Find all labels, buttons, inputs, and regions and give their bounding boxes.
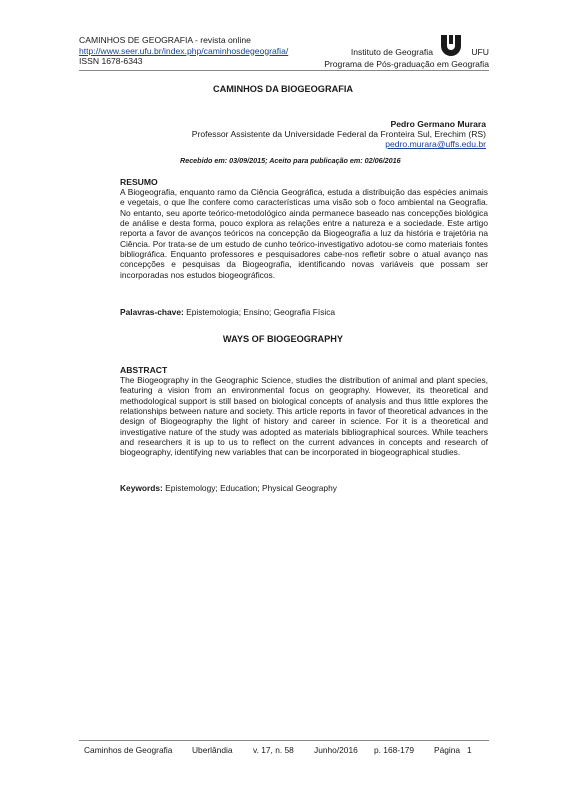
journal-url-link[interactable]: http://www.seer.ufu.br/index.php/caminhosdegeografia/ [79,45,289,56]
issn: ISSN 1678-6343 [79,56,143,66]
footer-date: Junho/2016 [314,745,358,755]
abstract-heading: ABSTRACT [120,365,168,375]
footer-pages: p. 168-179 [374,745,415,755]
journal-name: CAMINHOS DE GEOGRAFIA - revista online [79,35,251,45]
footer-journal: Caminhos de Geografia [84,745,173,755]
abstract-text: The Biogeography in the Geographic Science, studies the distribution of animal and plant species, featuring a vision from an environmental focus on geography. However, its theoretical and methodological support is still based on biological concepts of analysis and thus little explores the relationships between nature and society. This article reports in favor of theoretical advances in the design of Biogeography the light of history and career in science. For it is a theoretical and investigative nature of the study was adopted as materials bibliographical sources. While teachers and researchers it is up to us to reflect on the current advances in concepts and research of biogeography, identifying new variables that can be incorporated in biogeographical studies. [120,375,488,458]
footer-page-number: 1 [467,745,472,755]
author-email-link[interactable]: pedro.murara@uffs.edu.br [385,139,486,149]
journal-header [79,35,288,67]
abstract-keywords [120,483,337,493]
page-footer [84,745,484,755]
keywords-pt: Epistemologia; Ensino; Geografia Física [183,307,336,317]
article-title: CAMINHOS DA BIOGEOGRAFIA [212,84,354,94]
university-abbrev: UFU [471,47,489,57]
keywords-label-pt: Palavras-chave: [120,307,184,317]
ufu-logo-icon [439,35,463,57]
footer-page-label: Página [434,745,461,755]
resumo-keywords [120,307,335,317]
footer-volume: v. 17, n. 58 [253,745,294,755]
program-name: Programa de Pós-graduação em Geografia [324,59,489,69]
author-name: Pedro Germano Murara [390,119,486,129]
submission-dates: Recebido em: 03/09/2015; Aceito para publicação em: 02/06/2016 [180,156,401,165]
header-divider [79,70,489,71]
footer-divider [79,740,489,741]
footer-city: Uberlândia [192,745,233,755]
resumo-text: A Biogeografia, enquanto ramo da Ciência Geográfica, estuda a distribuição das espécies animais e vegetais, o que lhe confere como características uma visão sob o foco ambiental na Geografia. No entanto, seu aporte teórico-metodológico ainda permanece baseado nas concepções biológica de análise e desta forma, pouco explora as relações entre a natureza e a sociedade. Este artigo reporta a favor de avanços teóricos na concepção da Biogeografia a luz da história e trajetória na Ciência. Por trata-se de um estudo de cunho teórico-investigativo adotou-se como materiais fontes bibliográfica. Enquanto professores e pesquisadores cabe-nos refletir sobre o atual avanço nas concepções e pesquisas da Biogeografia, identificando novas variáveis que possam ser incorporadas nos estudos biogeográficos. [120,187,488,280]
institution-header [269,35,489,69]
institute-name: Instituto de Geografia [350,47,433,57]
author-affiliation: Professor Assistente da Universidade Federal da Fronteira Sul, Erechim (RS) [191,129,486,139]
keywords-en: Epistemology; Education; Physical Geography [162,483,337,493]
keywords-label-en: Keywords: [120,483,163,493]
resumo-heading: RESUMO [120,177,158,187]
english-title: WAYS OF BIOGEOGRAPHY [222,334,344,344]
